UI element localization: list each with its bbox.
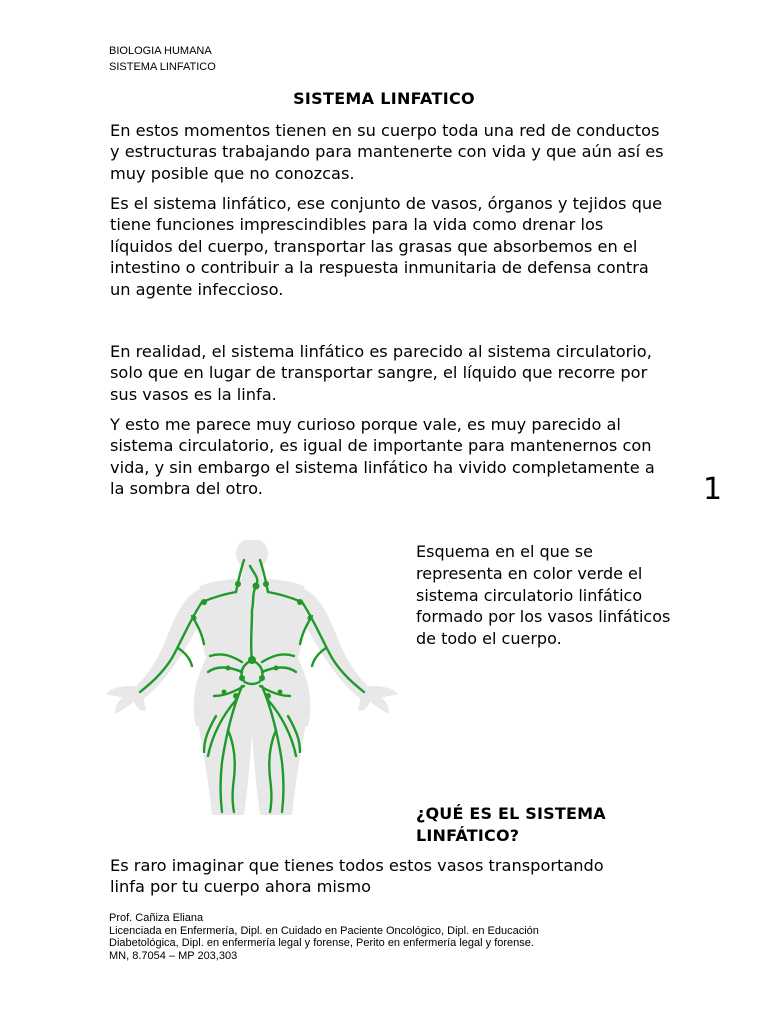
footer-credentials-1: Licenciada en Enfermería, Dipl. en Cuidado en Paciente Oncológico, Dipl. en Educación (109, 924, 539, 937)
paragraph-comparison: En realidad, el sistema linfático es parecido al sistema circulatorio, solo que en lugar de transportar sangre, el líquido que recorre por sus vasos es la linfa. (110, 342, 652, 404)
paragraph-curiosity: Y esto me parece muy curioso porque vale, es muy parecido al sistema circulatorio, es igual de importante para mantenernos con vida, y sin embargo el sistema linfático ha vivido completamente a la sombra del otro. (110, 415, 655, 499)
lymphatic-system-illustration (104, 540, 400, 815)
footer-author: Prof. Cañiza Eliana (109, 912, 204, 924)
document-footer (109, 912, 539, 962)
paragraph-definition: Es el sistema linfático, ese conjunto de vasos, órganos y tejidos que tiene funciones imprescindibles para la vida como drenar los líquidos del cuerpo, transportar las grasas que absorbemos en el intestino o contribuir a la respuesta inmunitaria de defensa contra un agente infeccioso. (110, 194, 663, 299)
header-subject: BIOLOGIA HUMANA (109, 45, 212, 57)
section-heading: ¿QUÉ ES EL SISTEMA LINFÁTICO? (416, 804, 606, 845)
paragraph-intro: En estos momentos tienen en su cuerpo toda una red de conductos y estructuras trabajando para mantenerte con vida y que aún así es muy posible que no conozcas. (110, 121, 664, 183)
document-header (109, 43, 216, 75)
footer-registration: MN, 8.7054 – MP 203,303 (109, 949, 238, 962)
paragraph-closing: Es raro imaginar que tienes todos estos vasos transportando linfa por tu cuerpo ahora mismo (110, 856, 604, 897)
header-topic: SISTEMA LINFATICO (109, 61, 216, 73)
footer-credentials-2: Diabetológica, Dipl. en enfermería legal y forense, Perito en enfermería legal y forense. (109, 937, 534, 950)
page-number: 1 (703, 472, 723, 507)
document-title: SISTEMA LINFATICO (293, 89, 475, 108)
figure-caption: Esquema en el que se representa en color verde el sistema circulatorio linfático formado por los vasos linfáticos de todo el cuerpo. (416, 542, 671, 649)
body-silhouette (106, 540, 398, 815)
